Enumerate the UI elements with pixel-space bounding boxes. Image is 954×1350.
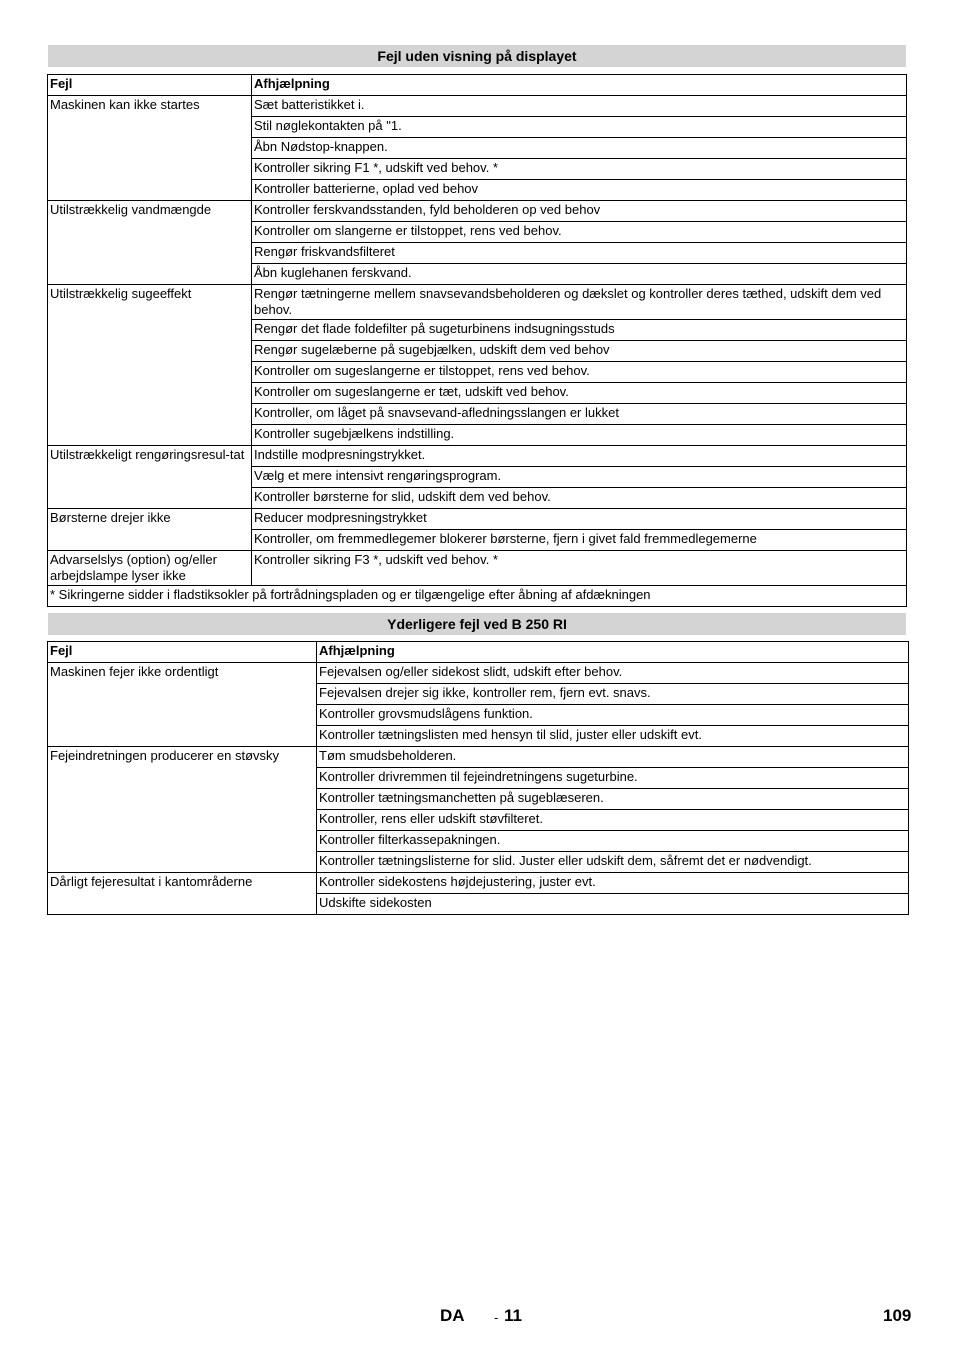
remedy-cell: Kontroller tætningsmanchetten på sugeblæseren. xyxy=(317,789,909,810)
remedy-cell: Kontroller drivremmen til fejeindretningens sugeturbine. xyxy=(317,768,909,789)
footer-dash: - xyxy=(494,1310,499,1325)
remedy-cell: Kontroller ferskvandsstanden, fyld beholderen op ved behov xyxy=(252,201,907,222)
remedy-cell: Kontroller grovsmudslågens funktion. xyxy=(317,705,909,726)
fault-table-body xyxy=(48,642,909,915)
column-header-fault: Fejl xyxy=(48,642,317,663)
table-row xyxy=(48,201,907,222)
remedy-cell: Kontroller sikring F1 *, udskift ved behov. * xyxy=(252,159,907,180)
fault-cell: Dårligt fejeresultat i kantområderne xyxy=(48,873,317,915)
table-row xyxy=(48,873,909,894)
fault-cell: Maskinen fejer ikke ordentligt xyxy=(48,663,317,747)
table-row xyxy=(48,446,907,467)
remedy-cell: Rengør tætningerne mellem snavsevandsbeholderen og dækslet og kontroller deres tæthed, udskift dem ved behov. xyxy=(252,285,907,320)
remedy-cell: Kontroller om sugeslangerne er tilstoppet, rens ved behov. xyxy=(252,362,907,383)
remedy-cell: Åbn Nødstop-knappen. xyxy=(252,138,907,159)
section-title-b250-faults: Yderligere fejl ved B 250 RI xyxy=(48,613,906,635)
column-header-remedy: Afhjælpning xyxy=(317,642,909,663)
footnote-row xyxy=(48,586,907,607)
footer-page-number: 109 xyxy=(883,1306,912,1325)
table-row xyxy=(48,285,907,320)
remedy-cell: Kontroller børsterne for slid, udskift dem ved behov. xyxy=(252,488,907,509)
remedy-cell: Stil nøglekontakten på "1. xyxy=(252,117,907,138)
fault-cell: Børsterne drejer ikke xyxy=(48,509,252,551)
fault-table-body xyxy=(48,75,907,607)
remedy-cell: Kontroller batterierne, oplad ved behov xyxy=(252,180,907,201)
column-header-remedy: Afhjælpning xyxy=(252,75,907,96)
remedy-cell: Kontroller tætningslisten med hensyn til slid, juster eller udskift evt. xyxy=(317,726,909,747)
remedy-cell: Sæt batteristikket i. xyxy=(252,96,907,117)
remedy-cell: Kontroller om sugeslangerne er tæt, udskift ved behov. xyxy=(252,383,907,404)
remedy-cell: Fejevalsen og/eller sidekost slidt, udskift efter behov. xyxy=(317,663,909,684)
remedy-cell: Kontroller, om fremmedlegemer blokerer børsterne, fjern i givet fald fremmedlegemerne xyxy=(252,530,907,551)
table-row xyxy=(48,747,909,768)
remedy-cell: Åbn kuglehanen ferskvand. xyxy=(252,264,907,285)
remedy-cell: Reducer modpresningstrykket xyxy=(252,509,907,530)
section-title-display-faults: Fejl uden visning på displayet xyxy=(48,45,906,67)
remedy-cell: Kontroller, om låget på snavsevand-afledningsslangen er lukket xyxy=(252,404,907,425)
remedy-cell: Kontroller om slangerne er tilstoppet, rens ved behov. xyxy=(252,222,907,243)
table-header-row xyxy=(48,642,909,663)
table-header-row xyxy=(48,75,907,96)
table-row xyxy=(48,663,909,684)
remedy-cell: Kontroller sikring F3 *, udskift ved behov. * xyxy=(252,551,907,586)
footer-local-page: 11 xyxy=(504,1306,522,1325)
fault-table-b250 xyxy=(47,641,909,915)
remedy-cell: Rengør friskvandsfilteret xyxy=(252,243,907,264)
fault-cell: Maskinen kan ikke startes xyxy=(48,96,252,201)
remedy-cell: Vælg et mere intensivt rengøringsprogram. xyxy=(252,467,907,488)
remedy-cell: Rengør sugelæberne på sugebjælken, udskift dem ved behov xyxy=(252,341,907,362)
table-row xyxy=(48,509,907,530)
fault-cell: Advarselslys (option) og/eller arbejdslampe lyser ikke xyxy=(48,551,252,586)
column-header-fault: Fejl xyxy=(48,75,252,96)
remedy-cell: Kontroller tætningslisterne for slid. Juster eller udskift dem, såfremt det er nødvendigt. xyxy=(317,852,909,873)
table-row xyxy=(48,551,907,586)
fault-table-display xyxy=(47,74,907,607)
fault-cell: Utilstrækkelig sugeeffekt xyxy=(48,285,252,446)
table-row xyxy=(48,96,907,117)
remedy-cell: Fejevalsen drejer sig ikke, kontroller rem, fjern evt. snavs. xyxy=(317,684,909,705)
remedy-cell: Kontroller, rens eller udskift støvfilteret. xyxy=(317,810,909,831)
fault-cell: Utilstrækkeligt rengøringsresul-tat xyxy=(48,446,252,509)
footnote: * Sikringerne sidder i fladstiksokler på fortrådningspladen og er tilgængelige efter åbning af afdækningen xyxy=(48,586,907,607)
footer-language: DA xyxy=(440,1306,465,1325)
remedy-cell: Kontroller filterkassepakningen. xyxy=(317,831,909,852)
fault-cell: Utilstrækkelig vandmængde xyxy=(48,201,252,285)
remedy-cell: Tøm smudsbeholderen. xyxy=(317,747,909,768)
remedy-cell: Kontroller sugebjælkens indstilling. xyxy=(252,425,907,446)
remedy-cell: Udskifte sidekosten xyxy=(317,894,909,915)
remedy-cell: Indstille modpresningstrykket. xyxy=(252,446,907,467)
remedy-cell: Rengør det flade foldefilter på sugeturbinens indsugningsstuds xyxy=(252,320,907,341)
remedy-cell: Kontroller sidekostens højdejustering, juster evt. xyxy=(317,873,909,894)
fault-cell: Fejeindretningen producerer en støvsky xyxy=(48,747,317,873)
